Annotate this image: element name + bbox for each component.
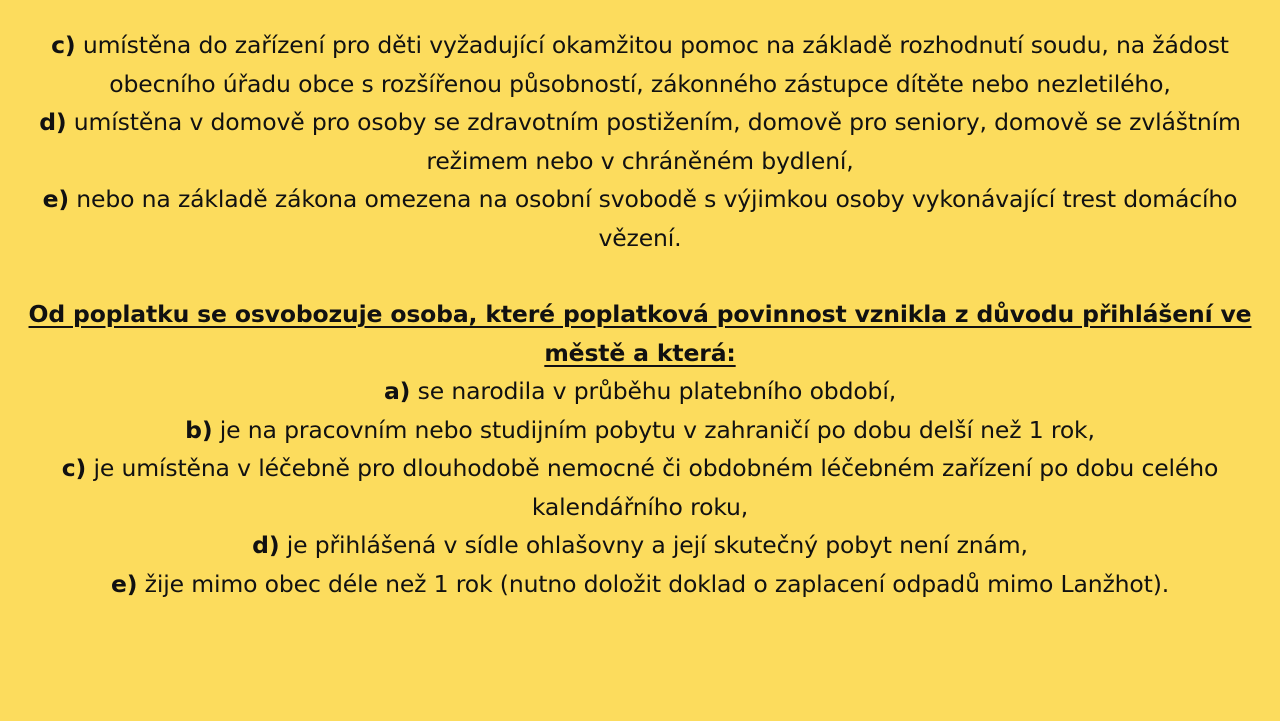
item-letter: c) — [61, 454, 87, 482]
item-e-section2 — [24, 565, 1256, 604]
item-text: nebo na základě zákona omezena na osobní svobodě s výjimkou osoby vykonávající trest domácího vězení. — [68, 185, 1238, 252]
item-letter: e) — [42, 185, 69, 213]
item-text: je přihlášená v sídle ohlašovny a její skutečný pobyt není znám, — [279, 531, 1028, 559]
item-letter: d) — [252, 531, 280, 559]
section-heading: Od poplatku se osvobozuje osoba, které poplatková povinnost vznikla z důvodu přihlášení ve městě a která: — [28, 300, 1252, 367]
item-text: umístěna v domově pro osoby se zdravotním postižením, domově pro seniory, domově se zvláštním režimem nebo v chráněném bydlení, — [66, 108, 1241, 175]
item-text: umístěna do zařízení pro děti vyžadující okamžitou pomoc na základě rozhodnutí soudu, na žádost obecního úřadu obce s rozšířenou působností, zákonného zástupce dítěte nebo nezletilého, — [75, 31, 1229, 98]
item-e-section1 — [24, 180, 1256, 257]
item-a-section2 — [24, 372, 1256, 411]
item-text: je umístěna v léčebně pro dlouhodobě nemocné či obdobném léčebném zařízení po dobu celého kalendářního roku, — [86, 454, 1219, 521]
item-text: je na pracovním nebo studijním pobytu v zahraničí po dobu delší než 1 rok, — [212, 415, 1095, 444]
item-b-section2 — [24, 411, 1256, 450]
item-letter: c) — [51, 31, 76, 59]
item-letter: b) — [185, 415, 213, 444]
item-text: žije mimo obec déle než 1 rok (nutno doložit doklad o zaplacení odpadů mimo Lanžhot). — [137, 569, 1170, 598]
item-text: se narodila v průběhu platebního období, — [410, 377, 897, 405]
item-letter: d) — [39, 108, 67, 136]
item-letter: e) — [110, 569, 138, 598]
item-c-section2 — [24, 449, 1256, 526]
item-d-section2 — [24, 526, 1256, 565]
section-spacer — [24, 257, 1256, 295]
item-d-section1 — [24, 103, 1256, 180]
item-letter: a) — [383, 377, 411, 405]
item-c-section1 — [24, 26, 1256, 103]
